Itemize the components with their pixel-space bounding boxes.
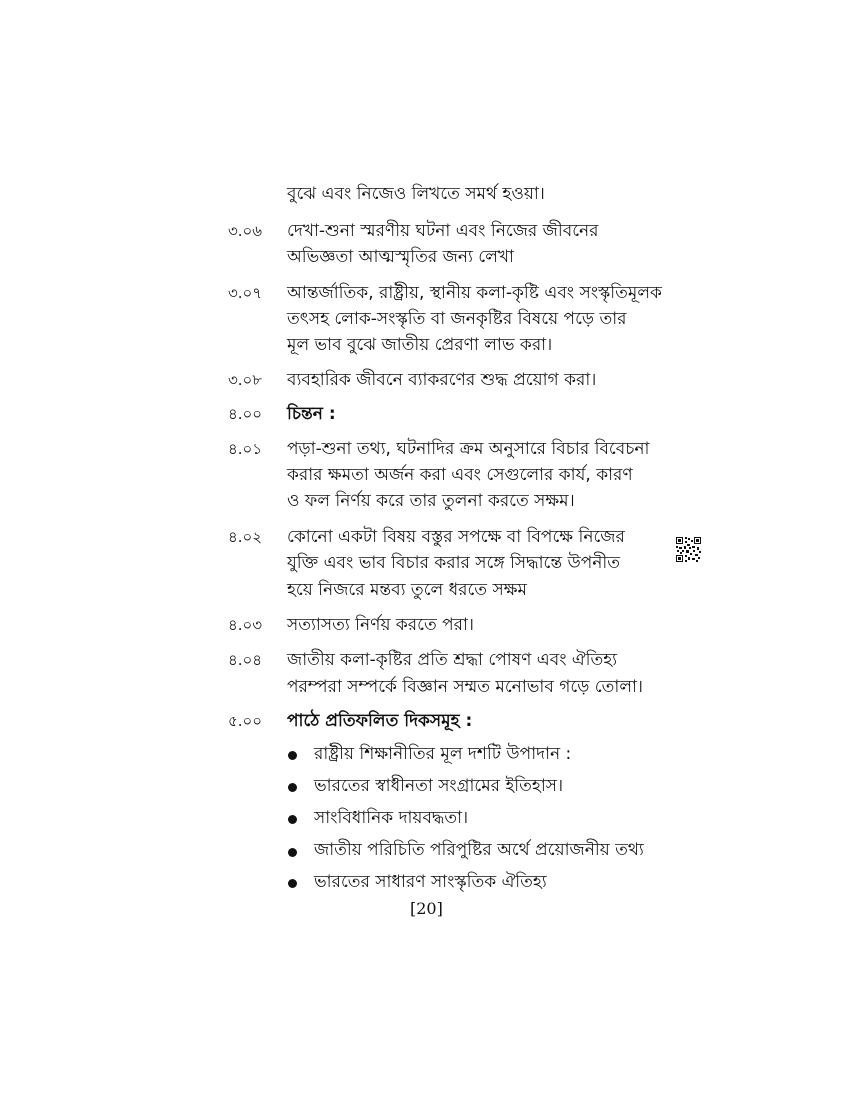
bullet-item-5: ভারতের সাধারণ সাংস্কৃতিক ঐতিহ্য — [314, 872, 547, 892]
item-number-3-08: ৩.০৮ — [228, 371, 263, 389]
item-number-3-06: ৩.০৬ — [228, 222, 263, 240]
item-number-4-02: ৪.০২ — [228, 528, 263, 546]
item-number-5-00: ৫.০০ — [228, 712, 263, 730]
qr-code-icon[interactable] — [676, 537, 701, 566]
item-number-4-01: ৪.০১ — [228, 440, 262, 458]
item-number-4-04: ৪.০৪ — [228, 651, 262, 669]
item-3-07-line-3: মূল ভাব বুঝে জাতীয় প্রেরণা লাভ করা। — [287, 335, 553, 355]
bullet-icon — [288, 879, 297, 888]
item-3-07-line-2: তৎসহ লোক-সংস্কৃতি বা জনকৃষ্টির বিষয়ে পড়ে তার — [287, 309, 627, 329]
bullet-item-1: রাষ্ট্রীয় শিক্ষানীতির মূল দশটি উপাদান : — [314, 744, 572, 764]
item-number-4-00: ৪.০০ — [228, 405, 263, 423]
item-4-01-line-3: ও ফল নির্ণয় করে তার তুলনা করতে সক্ষম। — [287, 491, 575, 511]
bullet-item-3: সাংবিধানিক দায়বদ্ধতা। — [314, 808, 469, 828]
item-4-02-line-3: হয়ে নিজরে মন্তব্য তুলে ধরতে সক্ষম — [287, 580, 527, 600]
item-4-04-line-1: জাতীয় কলা-কৃষ্টির প্রতি শ্রদ্ধা পোষণ এবং ঐতিহ্য — [287, 650, 618, 670]
item-4-02-line-2: যুক্তি এবং ভাব বিচার করার সঙ্গে সিদ্ধান্তে উপনীত — [287, 553, 620, 573]
bullet-icon — [288, 848, 297, 857]
item-3-06-line-2: অভিজ্ঞতা আত্মস্মৃতির জন্য লেখা — [287, 247, 514, 267]
item-4-01-line-2: করার ক্ষমতা অর্জন করা এবং সেগুলোর কার্য, কারণ — [287, 465, 633, 485]
item-4-03-line-1: সত্যাসত্য নির্ণয় করতে পরা। — [287, 615, 475, 635]
item-3-06-line-1: দেখা-শুনা স্মরণীয় ঘটনা এবং নিজের জীবনের — [287, 221, 599, 241]
item-number-4-03: ৪.০৩ — [228, 616, 263, 634]
bullet-item-4: জাতীয় পরিচিতি পরিপুষ্টির অর্থে প্রয়োজনীয় তথ্য — [314, 840, 644, 860]
bullet-icon — [288, 815, 297, 824]
continuation-line: বুঝে এবং নিজেও লিখতে সমর্থ হওয়া। — [287, 184, 545, 204]
item-number-3-07: ৩.০৭ — [228, 284, 263, 302]
item-3-07-line-1: আন্তর্জাতিক, রাষ্ট্রীয়, স্থানীয় কলা-কৃষ্টি এবং সংস্কৃতিমূলক — [287, 283, 662, 303]
section-heading-reflected-aspects: পাঠে প্রতিফলিত দিকসমূহ : — [287, 711, 473, 731]
item-4-02-line-1: কোনো একটা বিষয় বস্তুর সপক্ষে বা বিপক্ষে নিজের — [287, 527, 625, 547]
page-number: [20] — [410, 899, 443, 918]
bullet-item-2: ভারতের স্বাধীনতা সংগ্রামের ইতিহাস। — [314, 776, 564, 796]
item-3-08-line-1: ব্যবহারিক জীবনে ব্যাকরণের শুদ্ধ প্রয়োগ করা। — [287, 370, 597, 390]
item-4-04-line-2: পরম্পরা সম্পর্কে বিজ্ঞান সম্মত মনোভাব গড়ে তোলা। — [287, 677, 643, 697]
bullet-icon — [288, 783, 297, 792]
item-4-01-line-1: পড়া-শুনা তথ্য, ঘটনাদির ক্রম অনুসারে বিচার বিবেচনা — [287, 439, 650, 459]
bullet-icon — [288, 751, 297, 760]
section-heading-chintan: চিন্তন : — [287, 404, 336, 424]
